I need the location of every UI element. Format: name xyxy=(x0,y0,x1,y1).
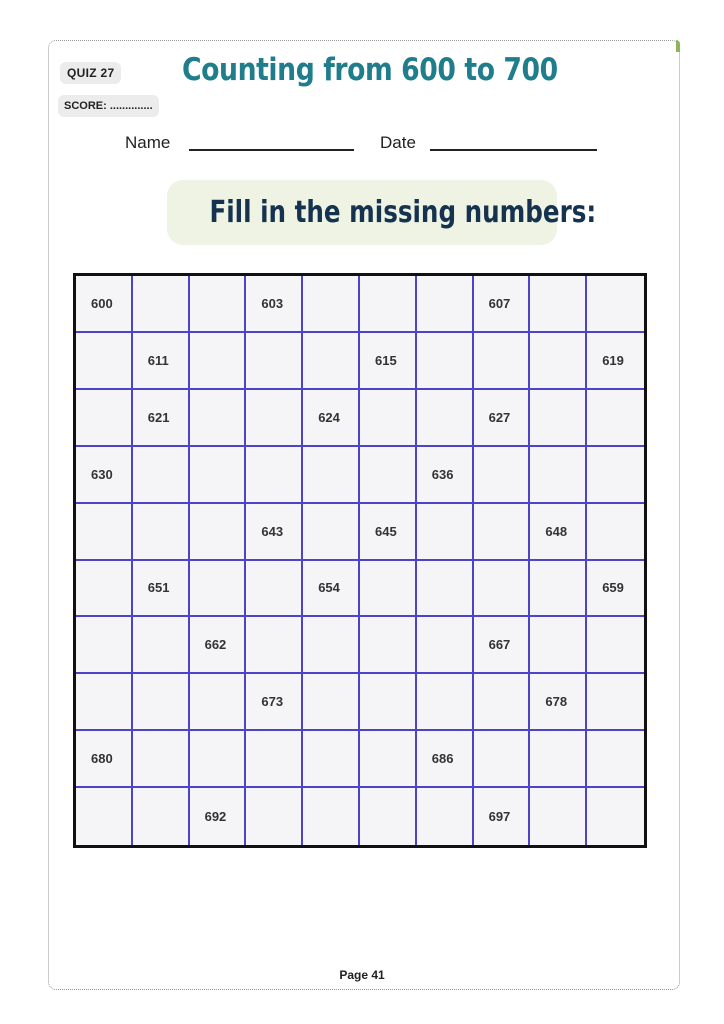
grid-cell-blank[interactable] xyxy=(133,504,190,561)
grid-cell-blank[interactable] xyxy=(530,788,587,845)
grid-cell-blank[interactable] xyxy=(133,617,190,674)
grid-cell-number: 680 xyxy=(76,731,133,788)
grid-cell-blank[interactable] xyxy=(587,276,644,333)
grid-cell-blank[interactable] xyxy=(303,276,360,333)
date-field-line[interactable] xyxy=(430,149,597,151)
grid-cell-blank[interactable] xyxy=(76,674,133,731)
grid-cell-blank[interactable] xyxy=(133,731,190,788)
grid-cell-number: 659 xyxy=(587,561,644,618)
grid-cell-number: 673 xyxy=(246,674,303,731)
grid-cell-blank[interactable] xyxy=(417,390,474,447)
grid-cell-blank[interactable] xyxy=(303,731,360,788)
grid-cell-blank[interactable] xyxy=(76,788,133,845)
grid-cell-blank[interactable] xyxy=(360,561,417,618)
instruction-text xyxy=(167,180,597,245)
grid-cell-blank[interactable] xyxy=(417,561,474,618)
grid-cell-blank[interactable] xyxy=(417,333,474,390)
instruction-label: Fill in the missing numbers: xyxy=(209,195,597,230)
grid-cell-blank[interactable] xyxy=(474,504,531,561)
grid-cell-blank[interactable] xyxy=(190,333,247,390)
grid-cell-blank[interactable] xyxy=(587,731,644,788)
grid-cell-blank[interactable] xyxy=(246,788,303,845)
grid-cell-blank[interactable] xyxy=(360,276,417,333)
page-number: Page 41 xyxy=(339,968,385,982)
grid-cell-blank[interactable] xyxy=(474,561,531,618)
grid-cell-number: 648 xyxy=(530,504,587,561)
grid-cell-blank[interactable] xyxy=(76,504,133,561)
grid-cell-blank[interactable] xyxy=(360,447,417,504)
grid-cell-blank[interactable] xyxy=(587,447,644,504)
corner-accent xyxy=(676,40,680,52)
grid-cell-number: 686 xyxy=(417,731,474,788)
grid-cell-number: 621 xyxy=(133,390,190,447)
grid-cell-number: 667 xyxy=(474,617,531,674)
grid-cell-blank[interactable] xyxy=(133,447,190,504)
grid-cell-blank[interactable] xyxy=(190,390,247,447)
grid-cell-number: 603 xyxy=(246,276,303,333)
grid-cell-blank[interactable] xyxy=(474,674,531,731)
grid-cell-blank[interactable] xyxy=(133,788,190,845)
grid-cell-blank[interactable] xyxy=(190,561,247,618)
grid-cell-blank[interactable] xyxy=(417,674,474,731)
grid-cell-blank[interactable] xyxy=(303,447,360,504)
grid-cell-blank[interactable] xyxy=(360,390,417,447)
grid-cell-number: 651 xyxy=(133,561,190,618)
grid-cell-number: 662 xyxy=(190,617,247,674)
grid-cell-blank[interactable] xyxy=(360,674,417,731)
score-badge: SCORE: .............. xyxy=(58,95,159,117)
grid-cell-blank[interactable] xyxy=(530,617,587,674)
grid-cell-number: 645 xyxy=(360,504,417,561)
grid-cell-blank[interactable] xyxy=(587,390,644,447)
grid-cell-blank[interactable] xyxy=(246,617,303,674)
name-label: Name xyxy=(125,133,171,152)
grid-cell-blank[interactable] xyxy=(246,731,303,788)
grid-cell-number: 624 xyxy=(303,390,360,447)
grid-cell-blank[interactable] xyxy=(76,390,133,447)
grid-cell-number: 600 xyxy=(76,276,133,333)
grid-cell-number: 619 xyxy=(587,333,644,390)
grid-cell-blank[interactable] xyxy=(474,333,531,390)
grid-cell-blank[interactable] xyxy=(360,731,417,788)
grid-cell-number: 692 xyxy=(190,788,247,845)
number-grid xyxy=(73,273,647,848)
grid-cell-number: 654 xyxy=(303,561,360,618)
grid-cell-blank[interactable] xyxy=(190,504,247,561)
grid-cell-blank[interactable] xyxy=(190,674,247,731)
instruction-box xyxy=(167,180,597,245)
grid-cell-blank[interactable] xyxy=(417,504,474,561)
grid-cell-number: 697 xyxy=(474,788,531,845)
grid-cell-blank[interactable] xyxy=(530,447,587,504)
page-title: Counting from 600 to 700 xyxy=(182,52,558,88)
grid-cell-blank[interactable] xyxy=(246,333,303,390)
grid-cell-blank[interactable] xyxy=(246,390,303,447)
grid-cell-blank[interactable] xyxy=(303,504,360,561)
grid-cell-number: 630 xyxy=(76,447,133,504)
grid-cell-blank[interactable] xyxy=(303,788,360,845)
grid-cell-blank[interactable] xyxy=(474,447,531,504)
quiz-badge: QUIZ 27 xyxy=(60,62,121,84)
date-label: Date xyxy=(380,133,416,152)
grid-cell-blank[interactable] xyxy=(133,276,190,333)
grid-cell-number: 611 xyxy=(133,333,190,390)
grid-cell-blank[interactable] xyxy=(246,561,303,618)
grid-cell-number: 627 xyxy=(474,390,531,447)
grid-cell-blank[interactable] xyxy=(303,333,360,390)
grid-cell-blank[interactable] xyxy=(474,731,531,788)
grid-cell-blank[interactable] xyxy=(530,333,587,390)
grid-cell-blank[interactable] xyxy=(133,674,190,731)
grid-cell-blank[interactable] xyxy=(76,617,133,674)
grid-cell-blank[interactable] xyxy=(76,333,133,390)
grid-cell-number: 643 xyxy=(246,504,303,561)
grid-cell-number: 615 xyxy=(360,333,417,390)
grid-cell-blank[interactable] xyxy=(360,617,417,674)
grid-cell-blank[interactable] xyxy=(530,561,587,618)
grid-cell-number: 678 xyxy=(530,674,587,731)
grid-cell-blank[interactable] xyxy=(587,674,644,731)
grid-cell-blank[interactable] xyxy=(530,276,587,333)
grid-cell-blank[interactable] xyxy=(303,617,360,674)
grid-cell-blank[interactable] xyxy=(417,617,474,674)
grid-cell-blank[interactable] xyxy=(190,447,247,504)
grid-cell-blank[interactable] xyxy=(303,674,360,731)
grid-cell-blank[interactable] xyxy=(190,276,247,333)
grid-cell-blank[interactable] xyxy=(587,788,644,845)
grid-cell-blank[interactable] xyxy=(587,504,644,561)
grid-cell-blank[interactable] xyxy=(76,561,133,618)
grid-cell-blank[interactable] xyxy=(360,788,417,845)
grid-cell-blank[interactable] xyxy=(417,788,474,845)
name-field-line[interactable] xyxy=(189,149,354,151)
grid-cell-blank[interactable] xyxy=(530,390,587,447)
grid-cell-blank[interactable] xyxy=(190,731,247,788)
grid-cell-number: 636 xyxy=(417,447,474,504)
grid-cell-blank[interactable] xyxy=(530,731,587,788)
grid-cell-blank[interactable] xyxy=(587,617,644,674)
grid-cell-number: 607 xyxy=(474,276,531,333)
grid-cell-blank[interactable] xyxy=(417,276,474,333)
grid-cell-blank[interactable] xyxy=(246,447,303,504)
